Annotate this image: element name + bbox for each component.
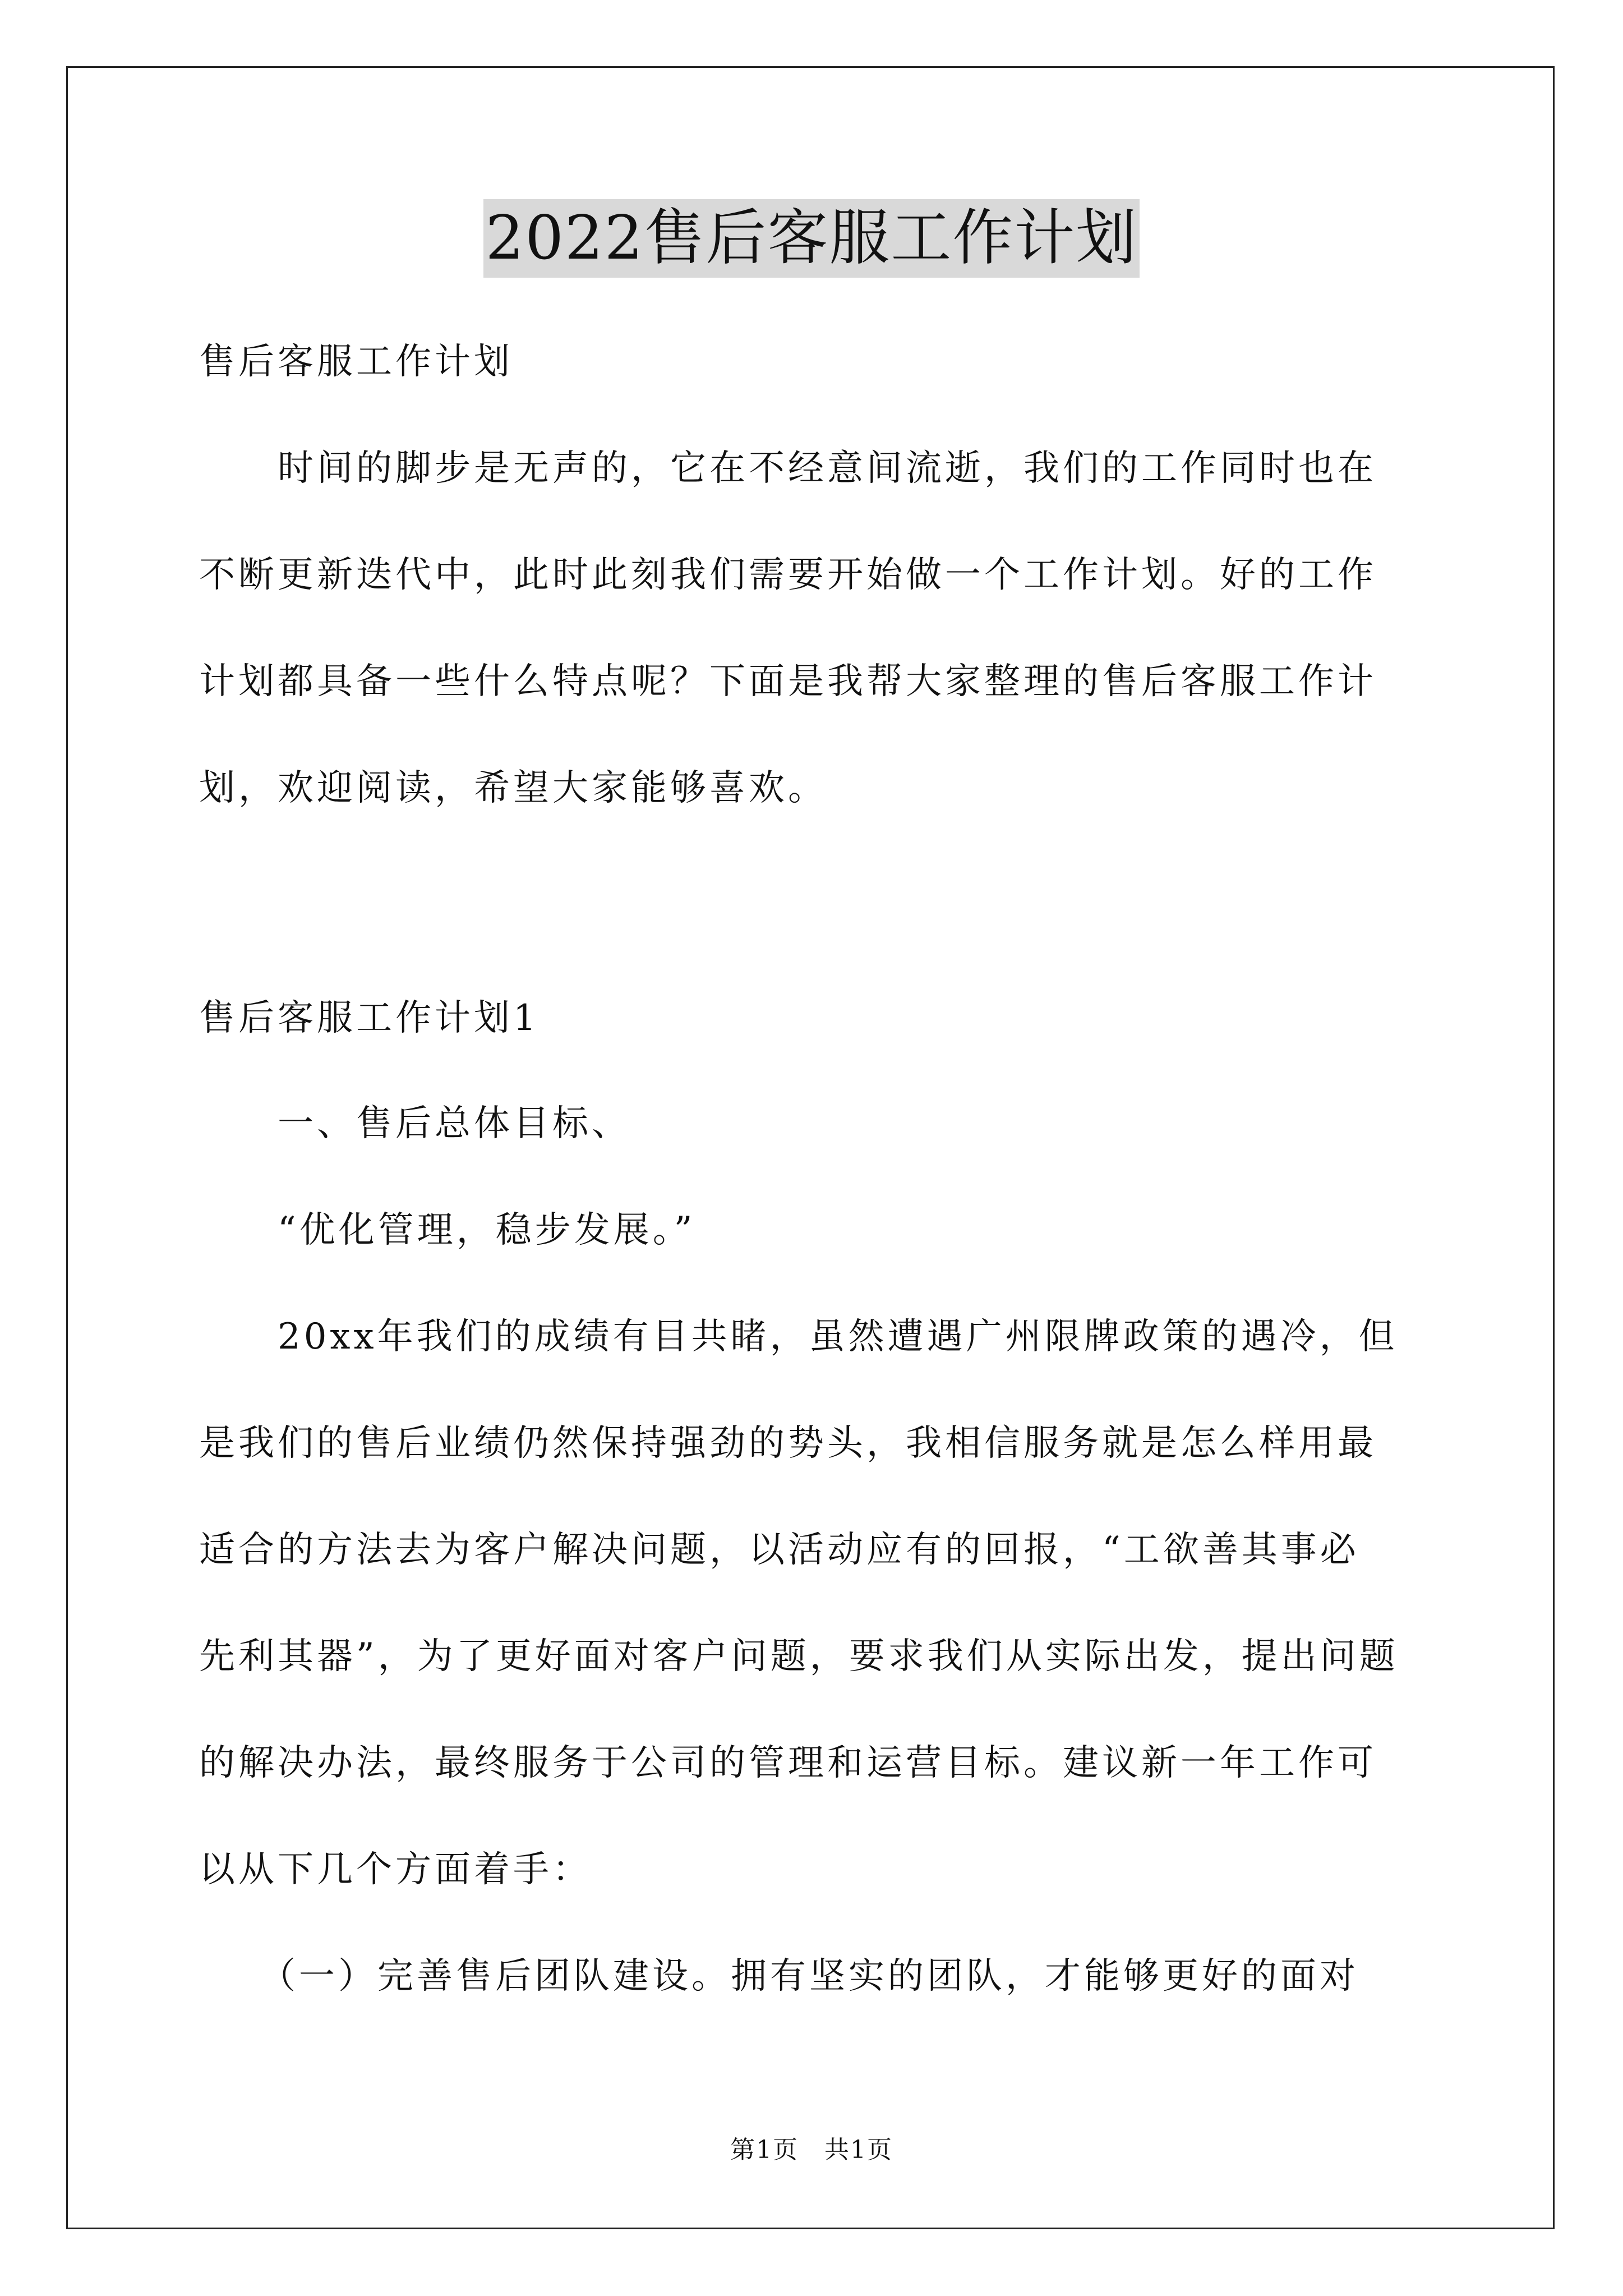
paragraph-line: 计划都具备一些什么特点呢？下面是我帮大家整理的售后客服工作计: [199, 661, 1377, 702]
page-border: [66, 66, 1555, 2229]
paragraph-line: 先利其器”，为了更好面对客户问题，要求我们从实际出发，提出问题: [199, 1636, 1399, 1677]
paragraph-line: （一）完善售后团队建设。拥有坚实的团队，才能够更好的面对: [199, 1955, 1359, 1997]
paragraph-line: “优化管理，稳步发展。”: [199, 1209, 696, 1251]
title-container: [0, 199, 1623, 278]
paragraph-line: 不断更新迭代中，此时此刻我们需要开始做一个工作计划。好的工作: [199, 554, 1377, 596]
subtitle: 售后客服工作计划: [199, 341, 513, 383]
paragraph-line: 是我们的售后业绩仍然保持强劲的势头，我相信服务就是怎么样用最: [199, 1423, 1377, 1464]
document-title: 2022售后客服工作计划: [483, 199, 1140, 278]
paragraph-line: 的解决办法，最终服务于公司的管理和运营目标。建议新一年工作可: [199, 1742, 1377, 1784]
paragraph-line: 时间的脚步是无声的，它在不经意间流逝，我们的工作同时也在: [199, 448, 1377, 489]
page-footer: 第1页 共1页: [730, 2136, 893, 2164]
paragraph-line: 以从下几个方面着手：: [199, 1849, 592, 1890]
paragraph-line: 20xx年我们的成绩有目共睹，虽然遭遇广州限牌政策的遇冷，但: [199, 1316, 1398, 1358]
section-heading: 售后客服工作计划1: [199, 997, 540, 1039]
paragraph-line: 划，欢迎阅读，希望大家能够喜欢。: [199, 767, 827, 809]
paragraph-line: 适合的方法去为客户解决问题，以活动应有的回报，“工欲善其事必: [199, 1529, 1359, 1571]
paragraph-line: 一、售后总体目标、: [199, 1103, 631, 1144]
